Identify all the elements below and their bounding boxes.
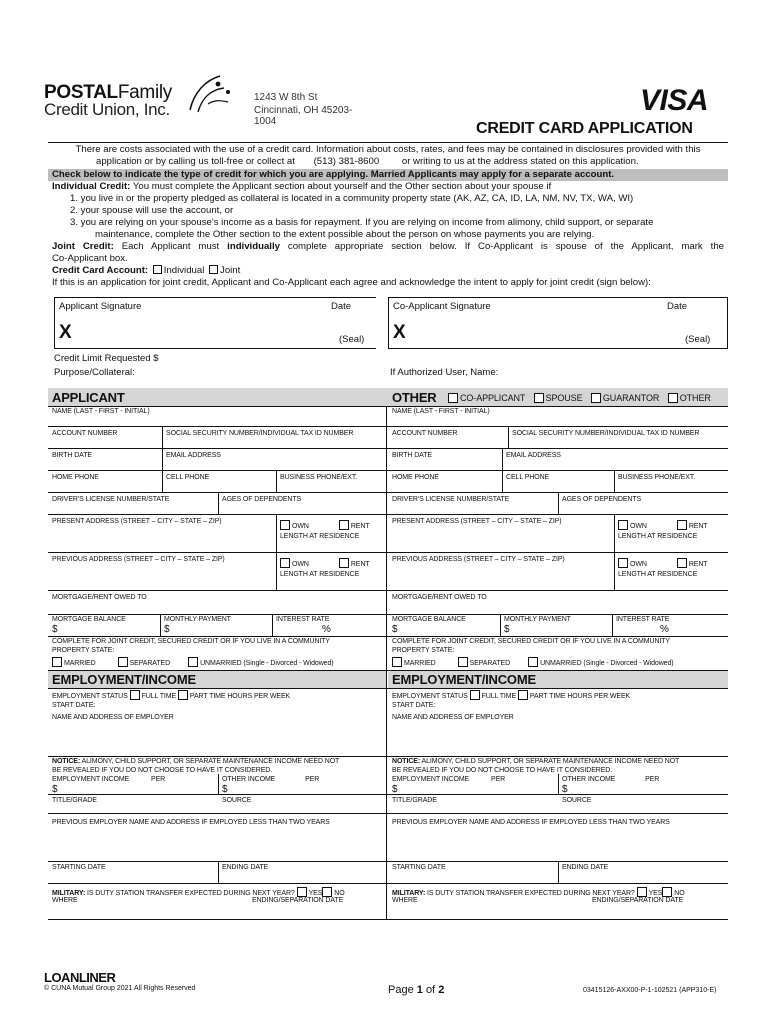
applicant-drivers-license-label: DRIVER'S LICENSE NUMBER/STATE xyxy=(52,496,170,503)
applicant-starting-date-label: STARTING DATE xyxy=(52,864,106,871)
authorized-user-label: If Authorized User, Name: xyxy=(390,367,499,378)
guarantor-checkbox[interactable] xyxy=(591,393,601,403)
other-monthly-payment-label: MONTHLY PAYMENT xyxy=(504,616,571,623)
military-no-checkbox[interactable] xyxy=(322,887,332,897)
applicant-previous-own-rent: OWN RENT xyxy=(280,558,369,568)
individual-item-3-cont: maintenance, complete the Other section to the extent possible about the person on whose payments you are relying. xyxy=(95,229,595,240)
intro-line-1: There are costs associated with the use of a credit card. Information about costs, rates, and fees may be contained in disclosures provided with this xyxy=(75,144,701,155)
page-indicator: Page 1 of 2 xyxy=(388,984,445,996)
joint-sign-instruction: If this is an application for joint credit, Applicant and Co-Applicant each agree and acknowledge the intent to apply for joint credit (sign below): xyxy=(52,277,651,288)
other-start-date-label: START DATE: xyxy=(392,702,436,709)
previous-own-checkbox[interactable] xyxy=(280,558,290,568)
address-line-2: Cincinnati, OH 45203-1004 xyxy=(254,105,353,127)
military-yes-checkbox[interactable] xyxy=(297,887,307,897)
applicant-start-date-label: START DATE: xyxy=(52,702,96,709)
applicant-mortgage-owed-label: MORTGAGE/RENT OWED TO xyxy=(52,594,147,601)
present-rent-checkbox[interactable] xyxy=(339,520,349,530)
credit-limit-label: Credit Limit Requested $ xyxy=(54,353,159,364)
coapplicant-checkbox[interactable] xyxy=(448,393,458,403)
part-time-checkbox[interactable] xyxy=(178,690,188,700)
other-section-title: OTHER xyxy=(392,390,437,405)
other-previous-own-rent: OWN RENT xyxy=(618,558,707,568)
applicant-previous-length-label: LENGTH AT RESIDENCE xyxy=(280,571,360,578)
other-account-number-label: ACCOUNT NUMBER xyxy=(392,430,458,437)
spouse-checkbox[interactable] xyxy=(534,393,544,403)
applicant-email-label: EMAIL ADDRESS xyxy=(166,452,221,459)
applicant-home-phone-label: HOME PHONE xyxy=(52,474,99,481)
individual-item-1: 1. you live in or the property pledged as collateral is located in a community property state (AK, AZ, CA, ID, LA, NM, NV, TX, WA, WI) xyxy=(70,193,634,204)
other-home-phone-label: HOME PHONE xyxy=(392,474,439,481)
applicant-notice: NOTICE: ALIMONY, CHILD SUPPORT, OR SEPARATE MAINTENANCE INCOME NEED NOT xyxy=(52,758,340,765)
logo-name: POSTALFamily xyxy=(44,82,173,103)
signature-row xyxy=(48,297,728,349)
other-ending-date-label: ENDING DATE xyxy=(562,864,609,871)
applicant-source-label: SOURCE xyxy=(222,797,252,804)
applicant-cell-phone-label: CELL PHONE xyxy=(166,474,210,481)
joint-credit-text-cont: Co-Applicant box. xyxy=(52,253,128,264)
other-checkbox[interactable] xyxy=(668,393,678,403)
other-mortgage-balance-label: MORTGAGE BALANCE xyxy=(392,616,466,623)
other-birth-date-label: BIRTH DATE xyxy=(392,452,432,459)
form-code: 03415126-AXX00-P-1-102521 (APP310-E) xyxy=(583,987,717,994)
applicant-birth-date-label: BIRTH DATE xyxy=(52,452,92,459)
coapplicant-signature-field[interactable]: Co-Applicant Signature Date X (Seal) xyxy=(388,297,728,349)
other-cell-phone-label: CELL PHONE xyxy=(506,474,550,481)
other-business-phone-label: BUSINESS PHONE/EXT. xyxy=(618,474,696,481)
other-military: MILITARY: IS DUTY STATION TRANSFER EXPECTED DURING NEXT YEAR? YES NO xyxy=(392,887,685,897)
applicant-section-title: APPLICANT xyxy=(52,390,125,405)
address-line-1: 1243 W 8th St xyxy=(254,92,318,103)
applicant-account-number-label: ACCOUNT NUMBER xyxy=(52,430,118,437)
applicant-previous-address-label: PREVIOUS ADDRESS (STREET – CITY – STATE – ZIP) xyxy=(52,556,225,563)
other-other-income-label: OTHER INCOME PER xyxy=(562,776,660,783)
other-community-label: COMPLETE FOR JOINT CREDIT, SECURED CREDIT OR IF YOU LIVE IN A COMMUNITY xyxy=(392,638,670,645)
applicant-interest-rate-label: INTEREST RATE xyxy=(276,616,330,623)
other-present-own-checkbox[interactable] xyxy=(618,520,628,530)
separated-checkbox[interactable] xyxy=(118,657,128,667)
applicant-form-grid: APPLICANT OTHER CO-APPLICANT SPOUSE GUARANTOR OTHER NAME (LAST - FIRST - INITIAL) ACCOUNT NUMBER SOCIAL SECURITY NUMBER/INDIVIDUAL TAX ID NUMBER BIRTH DATE EMAIL ADDRESS HOME PHONE CELL PHONE BUSINESS PHONE/EXT. DRIVER'S LICENSE NUMBER/STATE AGES OF DEPENDENTS PRESENT ADDRESS (STREET – CITY – STATE – ZIP) OWN RENT LENGTH AT RESIDENCE PREVIOUS ADDRESS (STREET – CITY – STATE – ZIP) OWN RENT LENGTH AT RESIDENCE MORTGAGE/RENT OWED TO MORTGAGE BALANCE MONTHLY PAYMENT INTEREST RATE $ $ % COMPLETE FOR JOINT CREDIT, SECURED CREDIT OR IF YOU LIVE IN A COMMUNITY PROPERTY STATE: MARRIED SEPARATED UNMARRIED (Single - Divorced - Widowed) EMPLOYMENT/INCOME EMPLOYMENT STATUS FULL TIME PART TIME HOURS PER WEEK START DATE: NAME AND ADDRESS OF EMPLOYER NOTICE: ALIMONY, CHILD SUPPORT, OR SEPARATE MAINTENANCE INCOME NEED NOT BE REVEALED IF YOU DO NOT CHOOSE TO HAVE IT CONSIDERED. EMPLOYMENT INCOME PER OTHER INCOME PER $ $ TITLE/GRADE SOURCE PREVIOUS EMPLOYER NAME AND ADDRESS IF EMPLOYED LESS THAN TWO YEARS STARTING DATE ENDING DATE MILITARY: IS DUTY STATION TRANSFER EXPECTED DURING NEXT YEAR? YES NO WHERE ENDING/SEPARATION DATE NAME (LAST - FIRST - INITIAL) ACCOUNT NUMBER SOCIAL SECURITY NUMBER/INDIVIDUAL TAX ID NUMBER BIRTH DATE EMAIL ADDRESS HOME PHONE CELL PHONE BUSINESS PHONE/EXT. DRIVER'S LICENSE NUMBER/STATE AGES OF DEPENDENTS PRESENT ADDRESS (STREET – CITY – STATE – ZIP) OWN RENT LENGTH AT RESIDENCE PREVIOUS ADDRESS (STREET – CITY – STATE – ZIP) OWN RENT LENGTH AT RESIDENCE MORTGAGE/RENT OWED TO MORTGAGE BALANCE MONTHLY PAYMENT INTEREST RATE $ $ % COMPLETE FOR JOINT CREDIT, SECURED CREDIT OR IF YOU LIVE IN A COMMUNITY PROPERTY STATE: MARRIED SEPARATED UNMARRIED (Single - Divorced - Widowed) EMPLOYMENT/INCOME EMPLOYMENT STATUS FULL TIME PART TIME HOURS PER WEEK START DATE: NAME AND ADDRESS OF EMPLOYER NOTICE: ALIMONY, CHILD SUPPORT, OR SEPARATE MAINTENANCE INCOME NEED NOT BE REVEALED IF YOU DO NOT CHOOSE TO HAVE IT CONSIDERED. EMPLOYMENT INCOME PER OTHER INCOME PER $ $ TITLE/GRADE SOURCE PREVIOUS EMPLOYER NAME AND ADDRESS IF EMPLOYED LESS THAN TWO YEARS STARTING DATE ENDING DATE MILITARY: IS DUTY STATION TRANSFER EXPECTED DURING NEXT YEAR? YES NO WHERE ENDING/SEPARATION DATE xyxy=(48,388,728,920)
married-checkbox[interactable] xyxy=(52,657,62,667)
other-employment-status: EMPLOYMENT STATUS FULL TIME PART TIME HOURS PER WEEK xyxy=(392,690,630,700)
other-name-label: NAME (LAST - FIRST - INITIAL) xyxy=(392,408,490,415)
other-ending-separation-label: ENDING/SEPARATION DATE xyxy=(592,897,684,904)
applicant-other-income-label: OTHER INCOME PER xyxy=(222,776,320,783)
copyright: © CUNA Mutual Group 2021 All Rights Reserved xyxy=(44,985,196,992)
previous-rent-checkbox[interactable] xyxy=(339,558,349,568)
applicant-business-phone-label: BUSINESS PHONE/EXT. xyxy=(280,474,358,481)
other-previous-rent-checkbox[interactable] xyxy=(677,558,687,568)
other-interest-rate-label: INTEREST RATE xyxy=(616,616,670,623)
other-emp-income-label: EMPLOYMENT INCOME PER xyxy=(392,776,506,783)
loanliner-logo: LOANLINER xyxy=(44,970,116,985)
other-present-own-rent: OWN RENT xyxy=(618,520,707,530)
other-title-label: TITLE/GRADE xyxy=(392,797,437,804)
applicant-employer-label: NAME AND ADDRESS OF EMPLOYER xyxy=(52,714,174,721)
other-source-label: SOURCE xyxy=(562,797,592,804)
other-notice: NOTICE: ALIMONY, CHILD SUPPORT, OR SEPARATE MAINTENANCE INCOME NEED NOT xyxy=(392,758,680,765)
unmarried-checkbox[interactable] xyxy=(188,657,198,667)
applicant-present-length-label: LENGTH AT RESIDENCE xyxy=(280,533,360,540)
purpose-label: Purpose/Collateral: xyxy=(54,367,135,378)
other-prev-employer-label: PREVIOUS EMPLOYER NAME AND ADDRESS IF EMPLOYED LESS THAN TWO YEARS xyxy=(392,819,670,826)
joint-checkbox[interactable] xyxy=(209,265,218,274)
other-ages-label: AGES OF DEPENDENTS xyxy=(562,496,642,503)
other-military-no-checkbox[interactable] xyxy=(662,887,672,897)
applicant-title-label: TITLE/GRADE xyxy=(52,797,97,804)
other-previous-address-label: PREVIOUS ADDRESS (STREET – CITY – STATE – ZIP) xyxy=(392,556,565,563)
other-ssn-label: SOCIAL SECURITY NUMBER/INDIVIDUAL TAX ID NUMBER xyxy=(512,430,700,437)
other-full-time-checkbox[interactable] xyxy=(470,690,480,700)
applicant-military: MILITARY: IS DUTY STATION TRANSFER EXPECTED DURING NEXT YEAR? YES NO xyxy=(52,887,345,897)
applicant-mortgage-balance-label: MORTGAGE BALANCE xyxy=(52,616,126,623)
applicant-monthly-payment-label: MONTHLY PAYMENT xyxy=(164,616,231,623)
applicant-marital-status: MARRIED SEPARATED UNMARRIED (Single - Divorced - Widowed) xyxy=(52,657,333,667)
other-starting-date-label: STARTING DATE xyxy=(392,864,446,871)
page-title: CREDIT CARD APPLICATION xyxy=(476,120,693,137)
logo-subtitle: Credit Union, Inc. xyxy=(44,100,170,119)
credit-union-logo xyxy=(44,74,364,127)
present-own-checkbox[interactable] xyxy=(280,520,290,530)
other-married-checkbox[interactable] xyxy=(392,657,402,667)
other-mortgage-owed-label: MORTGAGE/RENT OWED TO xyxy=(392,594,487,601)
other-type-options: CO-APPLICANT SPOUSE GUARANTOR OTHER xyxy=(448,393,711,403)
visa-logo: VISA xyxy=(640,84,709,117)
individual-checkbox[interactable] xyxy=(153,265,162,274)
other-separated-checkbox[interactable] xyxy=(458,657,468,667)
other-email-label: EMAIL ADDRESS xyxy=(506,452,561,459)
other-present-length-label: LENGTH AT RESIDENCE xyxy=(618,533,698,540)
applicant-prev-employer-label: PREVIOUS EMPLOYER NAME AND ADDRESS IF EMPLOYED LESS THAN TWO YEARS xyxy=(52,819,330,826)
joint-credit-text: Joint Credit: Each Applicant must individually complete appropriate section below. If Co-Applicant is spouse of the Applicant, mark the xyxy=(52,241,725,252)
other-previous-own-checkbox[interactable] xyxy=(618,558,628,568)
full-time-checkbox[interactable] xyxy=(130,690,140,700)
intro-line-2: application or by calling us toll-free or collect at (513) 381-8600 or writing to us at the address stated on this application. xyxy=(96,156,639,167)
credit-type-instruction: Check below to indicate the type of credit for which you are applying. Married Applicants may apply for a separate account. xyxy=(48,169,728,181)
individual-credit-text: Individual Credit: You must complete the Applicant section about yourself and the Other section about your spouse if xyxy=(52,181,552,192)
applicant-ages-label: AGES OF DEPENDENTS xyxy=(222,496,302,503)
other-part-time-checkbox[interactable] xyxy=(518,690,528,700)
other-military-yes-checkbox[interactable] xyxy=(637,887,647,897)
applicant-name-label: NAME (LAST - FIRST - INITIAL) xyxy=(52,408,150,415)
applicant-employment-title: EMPLOYMENT/INCOME xyxy=(52,672,196,687)
individual-item-2: 2. your spouse will use the account, or xyxy=(70,205,234,216)
other-present-address-label: PRESENT ADDRESS (STREET – CITY – STATE – ZIP) xyxy=(392,518,562,525)
applicant-emp-income-label: EMPLOYMENT INCOME PER xyxy=(52,776,166,783)
other-unmarried-checkbox[interactable] xyxy=(528,657,538,667)
individual-item-3: 3. you are relying on your spouse's income as a basis for repayment. If you are relying on income from alimony, child support, or separate xyxy=(70,217,654,228)
phone-number: (513) 381-8600 xyxy=(313,156,380,167)
other-employment-title: EMPLOYMENT/INCOME xyxy=(392,672,536,687)
other-employer-label: NAME AND ADDRESS OF EMPLOYER xyxy=(392,714,514,721)
applicant-ending-separation-label: ENDING/SEPARATION DATE xyxy=(252,897,344,904)
applicant-employment-status: EMPLOYMENT STATUS FULL TIME PART TIME HOURS PER WEEK xyxy=(52,690,290,700)
other-marital-status: MARRIED SEPARATED UNMARRIED (Single - Divorced - Widowed) xyxy=(392,657,673,667)
credit-card-account: Credit Card Account: Individual Joint xyxy=(52,265,241,276)
applicant-present-address-label: PRESENT ADDRESS (STREET – CITY – STATE – ZIP) xyxy=(52,518,222,525)
family-figures-icon xyxy=(184,74,234,114)
other-previous-length-label: LENGTH AT RESIDENCE xyxy=(618,571,698,578)
applicant-ending-date-label: ENDING DATE xyxy=(222,864,269,871)
applicant-ssn-label: SOCIAL SECURITY NUMBER/INDIVIDUAL TAX ID NUMBER xyxy=(166,430,354,437)
applicant-present-own-rent: OWN RENT xyxy=(280,520,369,530)
other-present-rent-checkbox[interactable] xyxy=(677,520,687,530)
intro-section xyxy=(48,142,728,289)
applicant-signature-field[interactable]: Applicant Signature Date X (Seal) xyxy=(54,297,376,349)
other-drivers-license-label: DRIVER'S LICENSE NUMBER/STATE xyxy=(392,496,510,503)
applicant-community-label: COMPLETE FOR JOINT CREDIT, SECURED CREDIT OR IF YOU LIVE IN A COMMUNITY xyxy=(52,638,330,645)
